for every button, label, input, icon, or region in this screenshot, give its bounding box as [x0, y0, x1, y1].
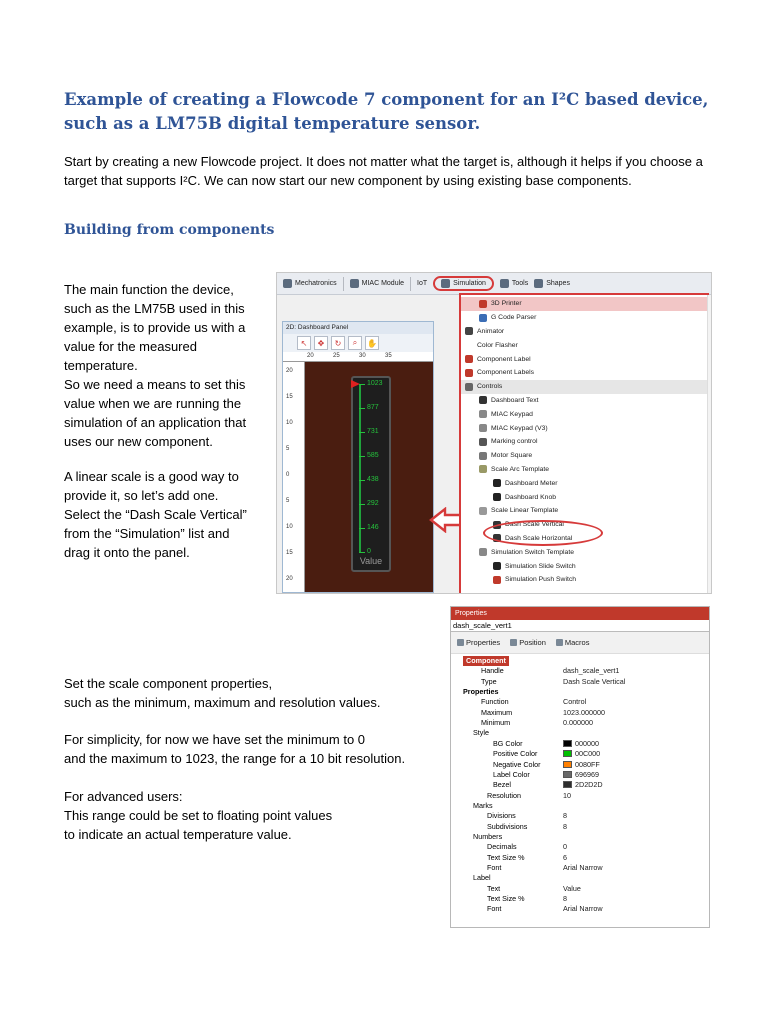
property-value: 10 — [563, 790, 571, 800]
property-value: 6 — [563, 852, 567, 862]
property-value: 8 — [563, 811, 567, 821]
paragraph-advanced — [64, 787, 444, 844]
component-icon — [479, 314, 487, 322]
tree-item-label: G Code Parser — [491, 314, 537, 322]
toolbar-label: MIAC Module — [361, 280, 405, 287]
toolbar-simulation[interactable] — [433, 276, 494, 291]
property-value: 2D2D2D — [575, 780, 603, 790]
tree-item-label: Color Flasher — [477, 341, 518, 349]
intro-line-2: target that supports I²C. We can now start our new component by using existing base components. — [64, 173, 632, 188]
ruler-label: 20 — [307, 353, 314, 359]
scale-tick — [359, 504, 365, 505]
flowcode-simulation-screenshot — [276, 272, 712, 594]
component-icon — [493, 562, 501, 570]
text-line: uses our new component. — [64, 434, 213, 449]
property-row[interactable] — [451, 697, 709, 707]
color-swatch — [563, 750, 572, 757]
property-key: Text — [487, 883, 501, 893]
color-swatch — [563, 781, 572, 788]
pan-icon[interactable]: ✋ — [365, 336, 379, 350]
text-line: provide it, so let’s add one. — [64, 488, 219, 503]
ruler-label: 15 — [286, 550, 293, 556]
text-line: A linear scale is a good way to — [64, 469, 239, 484]
property-value: Dash Scale Vertical — [563, 676, 626, 686]
scale-tick-label: 731 — [367, 428, 379, 435]
panel-canvas[interactable] — [305, 362, 433, 592]
component-icon — [479, 410, 487, 418]
dash-scale-vertical[interactable] — [351, 376, 391, 572]
text-line: This range could be set to floating point values — [64, 808, 333, 823]
tree-item[interactable] — [461, 366, 709, 380]
component-icon — [465, 383, 473, 391]
tree-item[interactable] — [461, 394, 709, 408]
properties-handle[interactable]: dash_scale_vert1 — [451, 620, 709, 632]
move-icon[interactable]: ✥ — [314, 336, 328, 350]
property-key: Decimals — [487, 842, 517, 852]
tree-item-label: Dash Scale Vertical — [505, 521, 564, 529]
tree-item[interactable] — [461, 297, 709, 311]
tools-icon — [500, 279, 509, 288]
component-icon — [479, 548, 487, 556]
property-value-cell[interactable] — [563, 811, 567, 821]
tree-item-label: Simulation Slide Switch — [505, 562, 576, 570]
tree-item[interactable] — [461, 407, 709, 421]
text-line: value for the measured — [64, 339, 197, 354]
property-value: Control — [563, 697, 587, 707]
toolbar-miac-module[interactable] — [350, 279, 404, 288]
component-icon — [479, 424, 487, 432]
property-row[interactable] — [451, 791, 709, 801]
paragraph-set-properties — [64, 674, 444, 712]
text-line: drag it onto the panel. — [64, 545, 190, 560]
dashboard-panel[interactable] — [282, 321, 434, 593]
section-heading: Building from components — [64, 222, 275, 238]
property-row[interactable] — [451, 884, 709, 894]
scale-tick — [359, 480, 365, 481]
tree-item[interactable] — [461, 504, 709, 518]
dashboard-panel-title: 2D: Dashboard Panel — [283, 322, 433, 334]
tree-item[interactable] — [461, 573, 709, 587]
document-title: Example of creating a Flowcode 7 component for an I²C based device, such as a LM75B digital temperature sensor. — [64, 90, 709, 133]
property-row[interactable] — [451, 822, 709, 832]
ruler-label: 20 — [286, 576, 293, 582]
property-key: Font — [487, 863, 502, 872]
property-key: Positive Color — [493, 749, 538, 759]
property-row[interactable] — [451, 656, 709, 666]
toolbar-label: Simulation — [453, 280, 486, 287]
mechatronics-icon — [283, 279, 292, 288]
toolbar-separator — [410, 277, 411, 291]
toolbar-mechatronics[interactable] — [283, 279, 337, 288]
property-value: Arial Narrow — [563, 904, 603, 914]
property-row[interactable] — [451, 904, 709, 914]
ruler-label: 35 — [385, 353, 392, 359]
position-icon — [510, 639, 517, 646]
property-row[interactable] — [451, 666, 709, 676]
scale-tick — [359, 408, 365, 409]
component-icon — [493, 576, 501, 584]
scale-tick-label: 146 — [367, 524, 379, 531]
toolbar-tools[interactable] — [500, 279, 528, 288]
property-value: 0.000000 — [563, 718, 593, 728]
zoom-icon[interactable]: ⌕ — [348, 336, 362, 350]
tree-item[interactable] — [461, 325, 709, 339]
toolbar-separator — [343, 277, 344, 291]
property-key: Numbers — [473, 831, 503, 841]
tree-item-label: Scale Arc Template — [491, 465, 550, 473]
scale-tick — [359, 384, 365, 385]
tree-item-label: Dash Scale Horizontal — [505, 534, 573, 542]
property-row[interactable] — [451, 760, 709, 770]
tree-item[interactable] — [461, 352, 709, 366]
color-swatch — [563, 771, 572, 778]
property-row[interactable] — [451, 749, 709, 759]
property-key: Function — [481, 697, 509, 707]
component-icon — [479, 396, 487, 404]
text-line: Select the “Dash Scale Vertical” — [64, 507, 247, 522]
text-line: For simplicity, for now we have set the minimum to 0 — [64, 732, 366, 747]
text-line: Set the scale component properties, — [64, 676, 273, 691]
property-value-cell[interactable] — [563, 853, 567, 863]
scale-tick-label: 1023 — [367, 380, 383, 387]
property-value: 696969 — [575, 769, 599, 779]
scale-tick — [359, 552, 365, 553]
property-row[interactable] — [451, 801, 709, 811]
scale-tick-label: 585 — [367, 452, 379, 459]
property-key: Text Size % — [487, 894, 525, 904]
toolbar-shapes[interactable] — [534, 279, 570, 288]
property-row[interactable] — [451, 873, 709, 883]
text-line: value when we are running the — [64, 396, 242, 411]
property-value-cell[interactable] — [563, 697, 586, 707]
pointer-icon[interactable]: ↖ — [297, 336, 311, 350]
tree-item-label: Marking control — [491, 438, 538, 446]
component-icon — [479, 452, 487, 460]
highlight-ellipse — [483, 520, 603, 546]
property-value: Value — [563, 883, 581, 893]
property-row[interactable] — [451, 894, 709, 904]
property-row[interactable] — [451, 832, 709, 842]
tree-item[interactable] — [461, 476, 709, 490]
tree-item-label: Dashboard Knob — [505, 493, 557, 501]
tab-properties[interactable] — [457, 638, 500, 647]
property-key: Bezel — [493, 780, 511, 790]
property-row[interactable] — [451, 677, 709, 687]
tree-item[interactable] — [461, 490, 709, 504]
tree-item[interactable] — [461, 435, 709, 449]
property-key: Label Color — [493, 769, 530, 779]
scale-tick-label: 292 — [367, 500, 379, 507]
simulation-component-list — [459, 293, 709, 594]
tree-item[interactable] — [461, 559, 709, 573]
ruler-label: 25 — [333, 353, 340, 359]
toolbar-label: Tools — [511, 280, 529, 287]
miac-icon — [350, 279, 359, 288]
text-line: simulation of an application that — [64, 415, 247, 430]
property-row[interactable] — [451, 853, 709, 863]
property-row[interactable] — [451, 708, 709, 718]
property-value-cell[interactable] — [563, 780, 603, 790]
scale-tick — [359, 456, 365, 457]
property-key: Minimum — [481, 718, 511, 728]
text-line: example, is to provide us with a — [64, 320, 246, 335]
property-key: Negative Color — [493, 759, 541, 769]
property-value-cell[interactable] — [563, 770, 599, 780]
text-line: For advanced users: — [64, 789, 183, 804]
ruler-top — [283, 352, 433, 362]
property-row[interactable] — [451, 718, 709, 728]
property-value: 0080FF — [575, 759, 600, 769]
ruler-label: 5 — [286, 498, 290, 504]
paragraph-linear-scale — [64, 467, 274, 562]
property-value-cell[interactable] — [563, 904, 603, 914]
tree-item-label: Motor Square — [491, 452, 533, 460]
property-value-cell[interactable] — [563, 749, 600, 759]
ruler-left — [283, 362, 305, 592]
property-value: 00C000 — [575, 749, 601, 759]
scale-tick — [359, 432, 365, 433]
tree-item[interactable] — [461, 545, 709, 559]
property-value-cell[interactable] — [563, 791, 571, 801]
property-key: Properties — [463, 687, 499, 697]
ruler-label: 0 — [286, 472, 290, 478]
ruler-label: 10 — [286, 420, 293, 426]
property-value: 8 — [563, 821, 567, 831]
property-value-cell[interactable] — [563, 884, 581, 894]
paragraph-simplicity — [64, 730, 444, 768]
text-line: such as the minimum, maximum and resolution values. — [64, 695, 381, 710]
shapes-icon — [534, 279, 543, 288]
ruler-label: 20 — [286, 368, 293, 374]
property-row[interactable] — [451, 842, 709, 852]
tab-label: Position — [519, 638, 546, 647]
tree-item[interactable] — [461, 380, 709, 394]
text-line: from the “Simulation” list and — [64, 526, 230, 541]
tree-item-label: Scale Linear Template — [491, 507, 559, 515]
ruler-label: 30 — [359, 353, 366, 359]
property-row[interactable] — [451, 811, 709, 821]
dashboard-panel-tools — [283, 334, 433, 352]
tree-item-label: Dashboard Text — [491, 396, 539, 404]
toolbar-label: IoT — [417, 280, 428, 287]
ruler-label: 15 — [286, 394, 293, 400]
tree-item-label: Simulation Switch Template — [491, 548, 574, 556]
component-icon — [465, 341, 473, 349]
scale-value-label: Value — [359, 556, 383, 566]
component-icon — [493, 493, 501, 501]
tree-item[interactable] — [461, 311, 709, 325]
tree-item-label: Dashboard Meter — [505, 479, 558, 487]
text-line: temperature. — [64, 358, 138, 373]
component-icon — [479, 465, 487, 473]
tree-item[interactable] — [461, 421, 709, 435]
component-icon — [479, 507, 487, 515]
color-swatch — [563, 740, 572, 747]
toolbar-label: Shapes — [546, 280, 570, 287]
intro-line-1: Start by creating a new Flowcode project. It does not matter what the target is, although it helps if you choose a — [64, 154, 703, 169]
properties-tabs — [451, 632, 709, 654]
toolbar-iot[interactable] — [417, 280, 427, 287]
scale-tick-label: 0 — [367, 548, 371, 555]
tab-label: Properties — [466, 638, 501, 647]
property-row[interactable] — [451, 728, 709, 738]
intro-paragraph — [64, 152, 724, 190]
property-value-cell[interactable] — [563, 760, 600, 770]
scale-tick — [359, 528, 365, 529]
component-icon — [479, 300, 487, 308]
property-value: 8 — [563, 894, 567, 904]
tree-item-label: Animator — [477, 327, 505, 335]
property-key: Handle — [481, 666, 504, 676]
tab-label: Macros — [564, 638, 590, 647]
text-line: such as the LM75B used in this — [64, 301, 245, 316]
tree-item-label: MIAC Keypad (V3) — [491, 424, 548, 432]
property-row[interactable] — [451, 770, 709, 780]
gear-icon — [441, 279, 450, 288]
property-value: 0 — [563, 842, 567, 852]
color-swatch — [563, 761, 572, 768]
property-value: 1023.000000 — [563, 707, 605, 717]
scrollbar[interactable] — [707, 295, 712, 594]
tree-item-label: MIAC Keypad — [491, 410, 533, 418]
property-value: Arial Narrow — [563, 863, 603, 872]
tree-item[interactable] — [461, 449, 709, 463]
tree-item-label: Component Labels — [477, 369, 535, 377]
property-value-cell[interactable] — [563, 708, 605, 718]
scale-tick-label: 438 — [367, 476, 379, 483]
scale-bar — [359, 384, 361, 552]
component-icon — [465, 369, 473, 377]
property-key: Maximum — [481, 707, 513, 717]
wrench-icon — [457, 639, 464, 646]
property-value-cell[interactable] — [563, 863, 603, 873]
ruler-label: 10 — [286, 524, 293, 530]
component-icon — [465, 327, 473, 335]
property-key: Label — [473, 873, 491, 883]
property-key: Type — [481, 676, 497, 686]
tree-item-label: Simulation Push Switch — [505, 576, 577, 584]
property-key: Subdivisions — [487, 821, 528, 831]
tree-item-label: Controls — [477, 383, 503, 391]
property-key: Marks — [473, 800, 493, 810]
tree-item-label: 3D Printer — [491, 300, 522, 308]
macros-icon — [556, 639, 563, 646]
text-line: to indicate an actual temperature value. — [64, 827, 292, 842]
paragraph-main-function — [64, 280, 274, 451]
component-icon — [465, 355, 473, 363]
properties-panel-screenshot — [450, 606, 710, 928]
property-row[interactable] — [451, 687, 709, 697]
tab-position[interactable] — [510, 638, 546, 647]
property-value-cell[interactable] — [563, 894, 567, 904]
toolbar-label: Mechatronics — [295, 280, 337, 287]
tree-item[interactable] — [461, 463, 709, 477]
property-row[interactable] — [451, 780, 709, 790]
property-key: Resolution — [487, 790, 521, 800]
tab-macros[interactable] — [556, 638, 590, 647]
property-key: Text Size % — [487, 852, 525, 862]
property-value-cell[interactable] — [563, 677, 625, 687]
property-value-cell[interactable] — [563, 842, 567, 852]
property-key: Component — [463, 656, 509, 666]
property-row[interactable] — [451, 739, 709, 749]
property-value-cell[interactable] — [563, 739, 599, 749]
property-key: Font — [487, 904, 502, 914]
property-key: Divisions — [487, 811, 516, 821]
property-value: 000000 — [575, 738, 599, 748]
property-value: dash_scale_vert1 — [563, 666, 620, 676]
property-row[interactable] — [451, 863, 709, 873]
property-key: Style — [473, 728, 489, 738]
component-icon — [479, 438, 487, 446]
scale-tick-label: 877 — [367, 404, 379, 411]
property-value-cell[interactable] — [563, 822, 567, 832]
property-value-cell[interactable] — [563, 718, 593, 728]
properties-title: Properties — [451, 607, 709, 620]
text-line: and the maximum to 1023, the range for a 10 bit resolution. — [64, 751, 406, 766]
property-value-cell[interactable] — [563, 666, 619, 676]
text-line: The main function the device, — [64, 282, 234, 297]
property-key: BG Color — [493, 738, 523, 748]
text-line: So we need a means to set this — [64, 377, 246, 392]
ruler-label: 5 — [286, 446, 290, 452]
component-icon — [493, 479, 501, 487]
tree-item-label: Component Label — [477, 355, 531, 363]
tree-item[interactable] — [461, 338, 709, 352]
component-toolbar — [277, 273, 712, 295]
rotate-icon[interactable]: ↻ — [331, 336, 345, 350]
